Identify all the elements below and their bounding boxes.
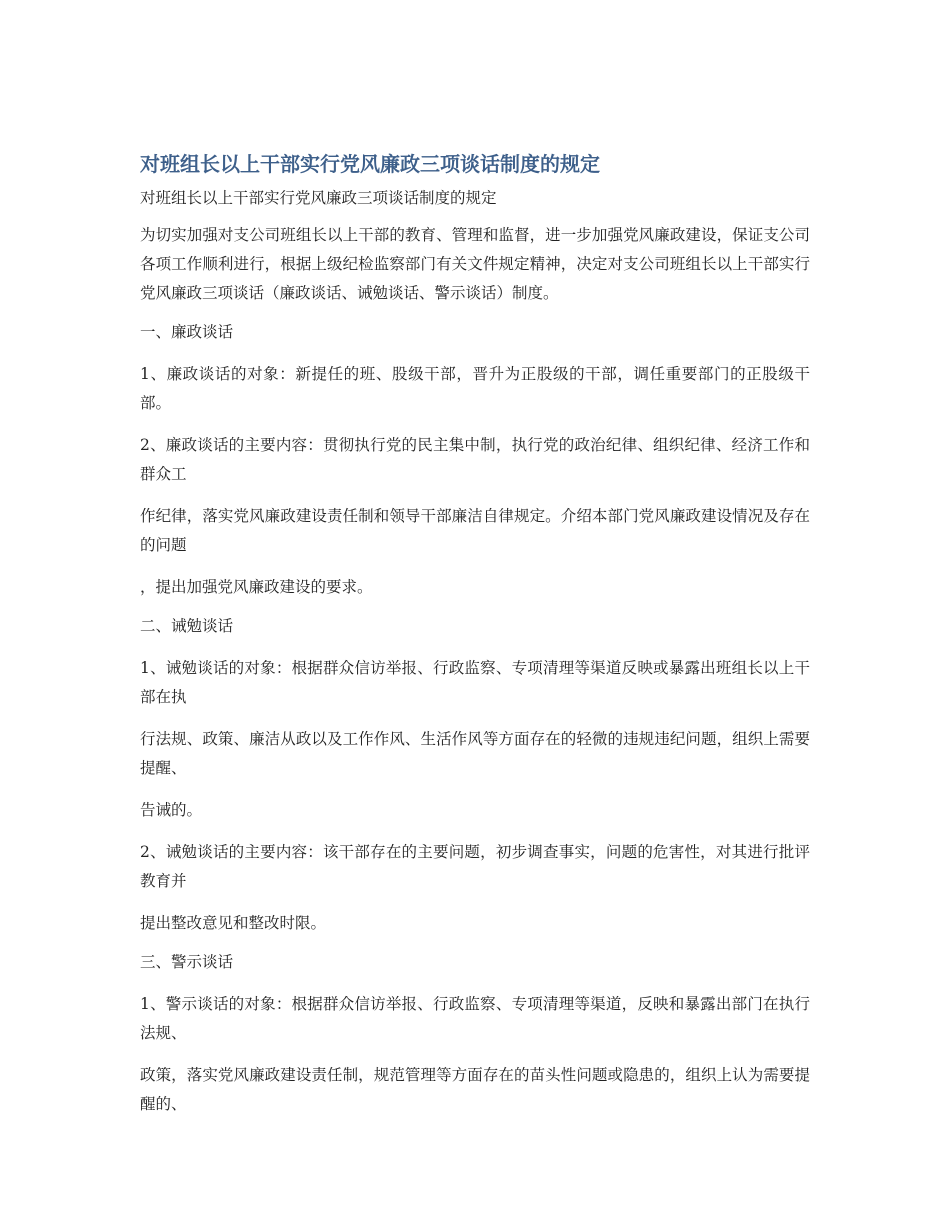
section-heading-3: 三、警示谈话: [140, 953, 234, 971]
paragraph: 告诫的。: [140, 801, 203, 819]
paragraph: 1、廉政谈话的对象：新提任的班、股级干部，晋升为正股级的干部，调任重要部门的正股级干部。: [140, 365, 810, 412]
document-page: [140, 148, 810, 1119]
paragraph: 作纪律，落实党风廉政建设责任制和领导干部廉洁自律规定。介绍本部门党风廉政建设情况及存在的问题: [140, 507, 810, 554]
section-heading-2: 二、诫勉谈话: [140, 617, 234, 635]
intro-paragraph: 为切实加强对支公司班组长以上干部的教育、管理和监督，进一步加强党风廉政建设，保证支公司各项工作顺利进行，根据上级纪检监察部门有关文件规定精神，决定对支公司班组长以上干部实行党风廉政三项谈话（廉政谈话、诫勉谈话、警示谈话）制度。: [140, 226, 810, 302]
section-heading-1: 一、廉政谈话: [140, 323, 234, 341]
document-subtitle: 对班组长以上干部实行党风廉政三项谈话制度的规定: [140, 189, 497, 207]
paragraph: ，提出加强党风廉政建设的要求。: [140, 578, 373, 596]
paragraph: 1、诫勉谈话的对象：根据群众信访举报、行政监察、专项清理等渠道反映或暴露出班组长以上干部在执: [140, 659, 810, 706]
paragraph: 2、廉政谈话的主要内容：贯彻执行党的民主集中制，执行党的政治纪律、组织纪律、经济工作和群众工: [140, 436, 810, 483]
paragraph: 提出整改意见和整改时限。: [140, 914, 327, 932]
paragraph: 2、诫勉谈话的主要内容：该干部存在的主要问题，初步调查事实，问题的危害性，对其进行批评教育并: [140, 843, 810, 890]
paragraph: 政策，落实党风廉政建设责任制，规范管理等方面存在的苗头性问题或隐患的，组织上认为需要提醒的、: [140, 1066, 810, 1113]
paragraph: 行法规、政策、廉洁从政以及工作作风、生活作风等方面存在的轻微的违规违纪问题，组织上需要提醒、: [140, 730, 810, 777]
document-title: 对班组长以上干部实行党风廉政三项谈话制度的规定: [140, 152, 600, 176]
paragraph: 1、警示谈话的对象：根据群众信访举报、行政监察、专项清理等渠道，反映和暴露出部门在执行法规、: [140, 995, 810, 1042]
